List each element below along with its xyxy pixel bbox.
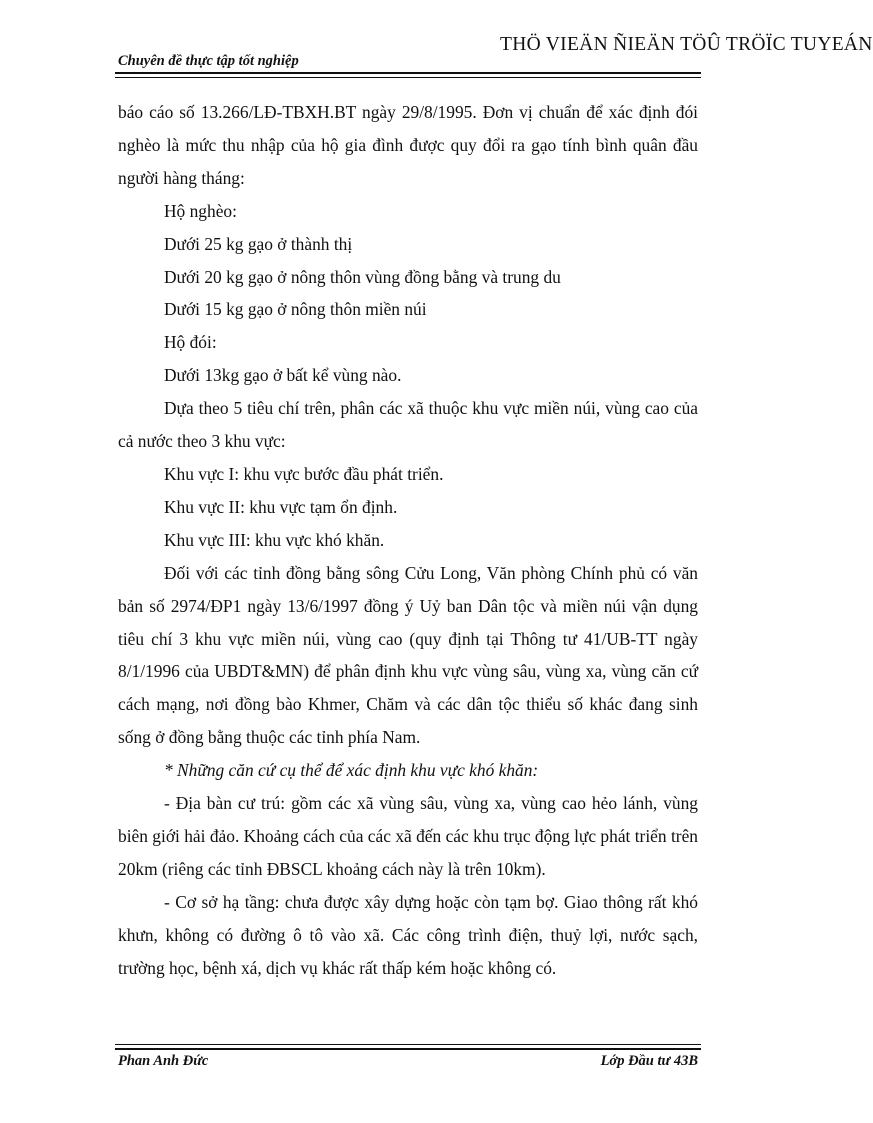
body-paragraph: - Cơ sở hạ tầng: chưa được xây dựng hoặc còn tạm bợ. Giao thông rất khó khưn, không có đường ô tô vào xã. Các công trình điện, thuỷ lợi, nước sạch, trường học, bệnh xá, dịch vụ khác rất thấp kém hoặc không có. [118, 891, 698, 978]
footer-rule-thick [115, 1048, 701, 1050]
header-rule-thin [115, 77, 701, 78]
body-paragraph: Khu vực II: khu vực tạm ổn định. [164, 496, 398, 517]
header-title: Chuyên đề thực tập tốt nghiệp [118, 53, 299, 69]
body-paragraph: Hộ đói: [164, 332, 217, 353]
body-paragraph: Hộ nghèo: [164, 200, 237, 221]
body-paragraph: Dưới 20 kg gạo ở nông thôn vùng đồng bằng và trung du [164, 266, 561, 287]
body-paragraph: Dưới 13kg gạo ở bất kể vùng nào. [164, 365, 402, 386]
watermark-text: THÖ VIEÄN ÑIEÄN TÖÛ TRÖÏC TUYEÁN [500, 34, 873, 55]
header-rule-thick [115, 72, 701, 74]
body-paragraph: Khu vực I: khu vực bước đầu phát triển. [164, 463, 444, 484]
body-paragraph: Đối với các tỉnh đồng bằng sông Cửu Long, Văn phòng Chính phủ có văn bản số 2974/ĐP1 ngày 13/6/1997 đồng ý Uỷ ban Dân tộc và miền núi vận dụng tiêu chí 3 khu vực miền núi, vùng cao (quy định tại Thông tư 41/UB-TT ngày 8/1/1996 của UBDT&MN) để phân định khu vực vùng sâu, vùng xa, vùng căn cứ cách mạng, nơi đồng bào Khmer, Chăm và các dân tộc thiểu số khác đang sinh sống ở đồng bằng thuộc các tỉnh phía Nam. [118, 562, 698, 748]
body-paragraph: Dưới 25 kg gạo ở thành thị [164, 233, 353, 254]
footer-rule-thin [115, 1044, 701, 1045]
body-paragraph: * Những căn cứ cụ thể để xác định khu vực khó khăn: [164, 760, 539, 781]
body-paragraph: Dưới 15 kg gạo ở nông thôn miền núi [164, 299, 427, 320]
document-body [118, 96, 698, 984]
footer-author: Phan Anh Đức [118, 1053, 209, 1069]
body-paragraph: báo cáo số 13.266/LĐ-TBXH.BT ngày 29/8/1995. Đơn vị chuẩn để xác định đói nghèo là mức thu nhập của hộ gia đình được quy đổi ra gạo tính bình quân đầu người hàng tháng: [118, 102, 698, 188]
footer-class-label: Lớp Đầu tư 43B [600, 1053, 698, 1069]
body-paragraph: - Địa bàn cư trú: gồm các xã vùng sâu, vùng xa, vùng cao hẻo lánh, vùng biên giới hải đảo. Khoảng cách của các xã đến các khu trục động lực phát triển trên 20km (riêng các tỉnh ĐBSCL khoảng cách này là trên 10km). [118, 793, 698, 879]
body-paragraph: Dựa theo 5 tiêu chí trên, phân các xã thuộc khu vực miền núi, vùng cao của cả nước theo 3 khu vực: [118, 398, 698, 452]
body-paragraph: Khu vực III: khu vực khó khăn. [164, 529, 385, 550]
